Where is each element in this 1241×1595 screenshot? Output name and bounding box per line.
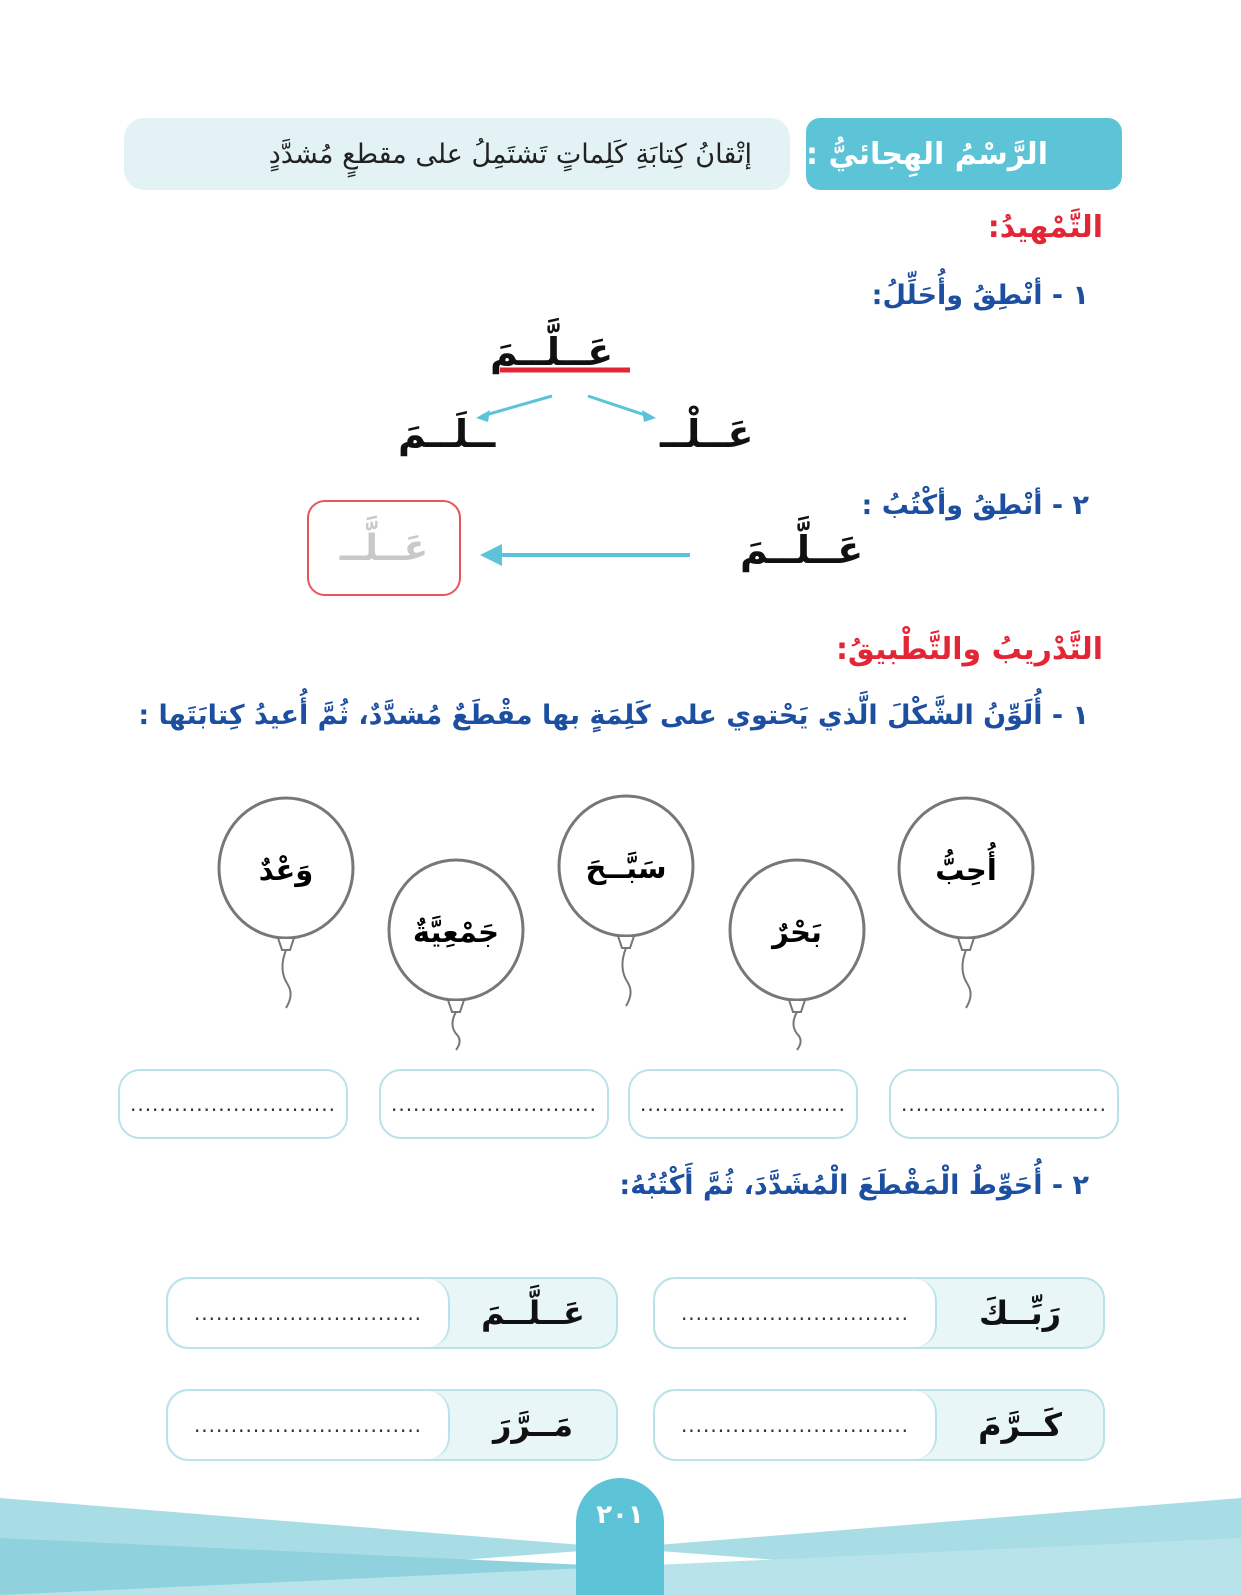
practice-heading: التَّدْريبُ والتَّطْبيقُ: — [835, 632, 1103, 667]
q2-label: ٢ - أُحَوِّطُ الْمَقْطَعَ الْمُشَدَّدَ، ثُمَّ أَكْتُبُهُ: — [619, 1170, 1089, 1201]
balloon-3[interactable] — [559, 796, 693, 1006]
step2-label: ٢ - أنْطِقُ وأكْتُبُ : — [861, 490, 1089, 521]
q1-answer-2[interactable]: ............................ — [628, 1069, 858, 1139]
q1-label: ١ - أُلَوِّنُ الشَّكْلَ الَّذي يَحْتوي على كَلِمَةٍ بها مقْطَعٌ مُشدَّدٌ، ثُمَّ أُعيدُ كِتابَتَها : — [138, 700, 1089, 731]
q2-pair-4[interactable] — [166, 1389, 618, 1461]
step2-answer-hint: عَــلَّــ — [339, 527, 429, 569]
arrow-right-head — [642, 410, 656, 422]
analysis-word — [470, 330, 670, 390]
step1-label: ١ - أنْطِقُ وأُحَلِّلُ: — [871, 280, 1089, 311]
q1-answer-1[interactable]: ............................ — [889, 1069, 1119, 1139]
lesson-objective: إتْقانُ كِتابَةِ كَلِماتٍ تَشتَمِلُ على مقطعٍ مُشدَّدٍ — [124, 118, 790, 190]
intro-heading: التَّمْهيدُ: — [987, 210, 1103, 245]
balloon-5[interactable] — [219, 798, 353, 1008]
balloon-2[interactable] — [730, 860, 864, 1050]
balloon-2-word: بَحْرٌ — [772, 915, 822, 949]
q2-pair-2-word[interactable]: عَــلَّــمَ — [481, 1294, 585, 1332]
balloon-1-word: أُحِبُّ — [935, 853, 997, 887]
lesson-title: الرَّسْمُ الهِجائيُّ : — [806, 118, 1122, 190]
split-arrows — [470, 390, 670, 430]
step2-arrow — [478, 540, 694, 570]
balloons — [0, 780, 1241, 1080]
syllable-left: ــلَــمَ — [398, 412, 496, 456]
q2-pair-3-blank[interactable]: ............................... — [655, 1391, 937, 1459]
balloon-1[interactable] — [899, 798, 1033, 1008]
q2-pair-3-word[interactable]: كَــرَّمَ — [978, 1406, 1062, 1444]
syllable-right: عَــلْــ — [660, 412, 754, 456]
q2-pair-4-word[interactable]: مَــرَّرَ — [493, 1406, 574, 1444]
q2-pair-1-blank[interactable]: ............................... — [655, 1279, 937, 1347]
arrow-right-line — [588, 396, 648, 416]
analysis-word-text: عَــلَّــمَ — [490, 330, 614, 374]
balloon-4-word: جَمْعِيَّةٌ — [412, 915, 500, 949]
balloon-3-word: سَبَّــحَ — [585, 851, 667, 885]
q2-pair-4-blank[interactable]: ............................... — [168, 1391, 450, 1459]
page-number: ٢٠١ — [576, 1478, 664, 1595]
q2-pair-2-blank[interactable]: ............................... — [168, 1279, 450, 1347]
q2-pair-2[interactable] — [166, 1277, 618, 1349]
q1-answer-3[interactable]: ............................ — [379, 1069, 609, 1139]
q2-pair-1-word[interactable]: رَبِّــكَ — [978, 1294, 1062, 1332]
step2-word: عَــلَّــمَ — [740, 528, 864, 572]
balloon-5-word: وَعْدٌ — [258, 853, 314, 887]
q2-pair-1[interactable] — [653, 1277, 1105, 1349]
q1-answer-4[interactable]: ............................ — [118, 1069, 348, 1139]
q2-pair-3[interactable] — [653, 1389, 1105, 1461]
balloon-4[interactable] — [389, 860, 523, 1050]
step2-answer-box[interactable] — [307, 500, 461, 596]
